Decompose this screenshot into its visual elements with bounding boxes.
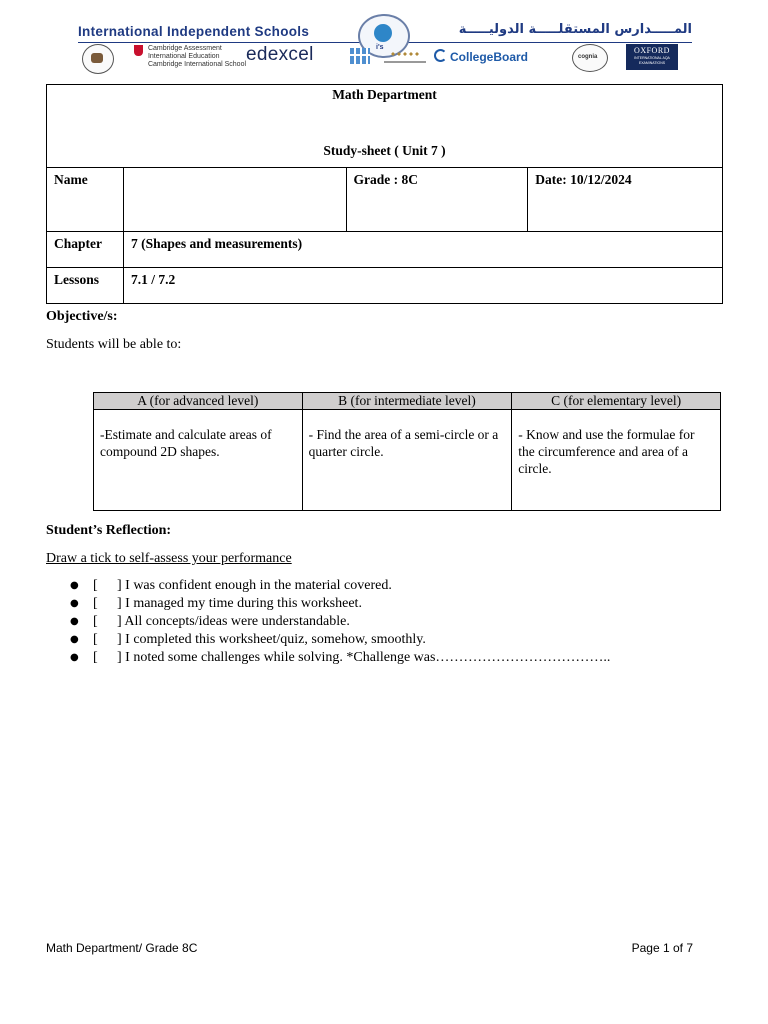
- oxford-text: OXFORD: [634, 46, 670, 55]
- list-item[interactable]: [70, 595, 610, 613]
- school-name-arabic: المـــــدارس المستقلـــــة الدوليـــــة: [458, 22, 692, 37]
- grade-cell: Grade : 8C: [346, 168, 528, 232]
- footer-department: Math Department/ Grade 8C: [46, 941, 198, 955]
- level-c-header: C (for elementary level): [512, 393, 721, 410]
- list-item[interactable]: [70, 577, 610, 595]
- crest-text: i's: [376, 44, 384, 51]
- level-b-header: B (for intermediate level): [302, 393, 512, 410]
- name-field[interactable]: [123, 168, 346, 232]
- level-a-header: A (for advanced level): [94, 393, 303, 410]
- oxford-aqa-logo: [626, 44, 678, 70]
- sheet-title: Study-sheet ( Unit 7 ): [323, 143, 446, 158]
- tick-box[interactable]: [: [93, 614, 98, 629]
- crest-emblem-icon: [374, 24, 392, 42]
- award-logo: [384, 48, 426, 66]
- school-name-english: International Independent Schools: [78, 24, 310, 39]
- bullet-icon: ●: [70, 580, 79, 591]
- footer-page-number: Page 1 of 7: [631, 941, 693, 955]
- objectives-heading: Objective/s:: [46, 309, 118, 324]
- tick-box[interactable]: [: [93, 578, 98, 593]
- bullet-icon: ●: [70, 616, 79, 627]
- school-header-banner: [78, 14, 692, 74]
- reflection-item-text: ] I completed this worksheet/quiz, somehow, smoothly.: [117, 632, 426, 647]
- chapter-label: Chapter: [47, 232, 124, 268]
- tick-box[interactable]: [: [93, 650, 98, 665]
- oxford-subtext: INTERNATIONAL AQA EXAMINATIONS: [634, 56, 670, 65]
- reflection-item-text: ] I was confident enough in the material covered.: [117, 578, 392, 593]
- name-label: Name: [47, 168, 124, 232]
- level-b-objective: - Find the area of a semi-circle or a quarter circle.: [302, 410, 512, 511]
- cognia-text: cognia: [578, 54, 598, 60]
- reflection-item-text: ] I managed my time during this worksheet.: [117, 596, 362, 611]
- cognia-logo: [572, 44, 608, 72]
- study-sheet-info-table: [46, 84, 723, 304]
- ministry-seal-logo: [82, 44, 114, 74]
- collegeboard-acorn-icon: [434, 49, 447, 62]
- objectives-table: [93, 392, 721, 511]
- lessons-label: Lessons: [47, 268, 124, 304]
- tick-box[interactable]: [: [93, 632, 98, 647]
- department-title: Math Department: [332, 87, 437, 102]
- cambridge-line-3: Cambridge International School: [147, 61, 247, 68]
- lessons-value: 7.1 / 7.2: [123, 268, 722, 304]
- reflection-item-text: ] I noted some challenges while solving. *Challenge was………………………………..: [117, 650, 611, 665]
- edexcel-logo: edexcel: [246, 44, 314, 65]
- level-a-objective: -Estimate and calculate areas of compound 2D shapes.: [94, 410, 303, 511]
- list-item[interactable]: [70, 649, 610, 667]
- reflection-checklist: [70, 577, 610, 667]
- objectives-content-row: [94, 410, 721, 511]
- reflection-item-text: ] All concepts/ideas were understandable.: [117, 614, 350, 629]
- bullet-icon: ●: [70, 634, 79, 645]
- date-cell: Date: 10/12/2024: [528, 168, 723, 232]
- tick-box[interactable]: [: [93, 596, 98, 611]
- reflection-heading: Student’s Reflection:: [46, 523, 172, 538]
- level-c-objective: - Know and use the formulae for the circumference and area of a circle.: [512, 410, 721, 511]
- cambridge-line-2: International Education: [147, 53, 220, 60]
- collegeboard-text: CollegeBoard: [450, 50, 529, 64]
- cambridge-logo: [134, 45, 246, 69]
- collegeboard-logo: [434, 49, 528, 64]
- bullet-icon: ●: [70, 598, 79, 609]
- objectives-header-row: [94, 393, 721, 410]
- list-item[interactable]: [70, 631, 610, 649]
- list-item[interactable]: [70, 613, 610, 631]
- cambridge-line-1: Cambridge Assessment: [147, 45, 222, 52]
- title-cell: [47, 85, 723, 168]
- chapter-value: 7 (Shapes and measurements): [123, 232, 722, 268]
- bullet-icon: ●: [70, 652, 79, 663]
- reflection-instruction: Draw a tick to self-assess your performance: [46, 551, 292, 566]
- objectives-intro: Students will be able to:: [46, 337, 182, 352]
- cambridge-shield-icon: [134, 45, 143, 56]
- accreditation-grid-logo: [350, 48, 370, 64]
